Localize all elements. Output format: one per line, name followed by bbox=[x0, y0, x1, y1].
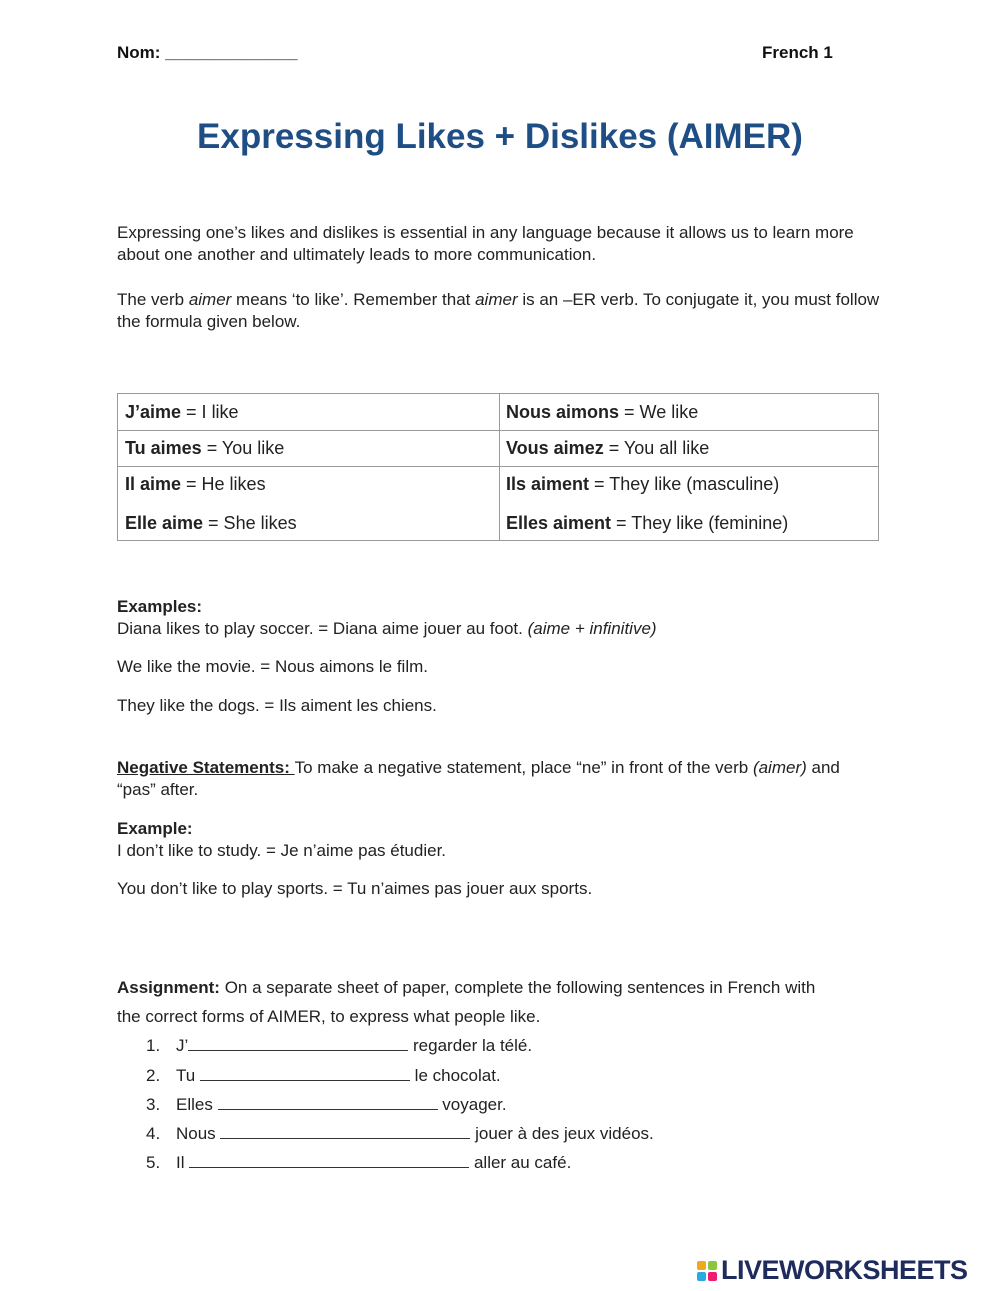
answer-blank[interactable] bbox=[188, 1036, 408, 1051]
logo-square bbox=[697, 1272, 706, 1281]
logo-icon bbox=[697, 1261, 717, 1281]
negative-example-line: I don’t like to study. = Je n’aime pas étudier. bbox=[117, 841, 447, 860]
sentence-item: J’ regarder la télé. bbox=[176, 1036, 533, 1055]
assignment-heading: Assignment: bbox=[117, 978, 220, 997]
conjugation-cell: Il aime = He likes bbox=[125, 474, 266, 494]
page-title: Expressing Likes + Dislikes (AIMER) bbox=[197, 117, 803, 156]
intro-paragraph: Expressing one’s likes and dislikes is essential in any language because it allows us to learn more about one another and ultimately leads to more communication. bbox=[117, 223, 854, 264]
sentence-item: Nous jouer à des jeux vidéos. bbox=[176, 1124, 654, 1143]
conjugation-cell: Elle aime = She likes bbox=[125, 513, 297, 533]
name-field-label: Nom: ______________ bbox=[117, 43, 298, 62]
conjugation-cell: J’aime = I like bbox=[125, 402, 239, 422]
answer-blank[interactable] bbox=[200, 1066, 410, 1081]
negative-heading: Negative Statements: bbox=[117, 758, 295, 777]
liveworksheets-logo bbox=[697, 1255, 968, 1286]
sentence-item: Elles voyager. bbox=[176, 1095, 507, 1114]
table-divider bbox=[118, 466, 878, 467]
example-line: Diana likes to play soccer. = Diana aime jouer au foot. (aime + infinitive) bbox=[117, 619, 657, 638]
list-number: 2. bbox=[146, 1066, 161, 1085]
conjugation-cell: Tu aimes = You like bbox=[125, 438, 285, 458]
conjugation-cell: Nous aimons = We like bbox=[506, 402, 699, 422]
logo-square bbox=[708, 1261, 717, 1270]
logo-square bbox=[708, 1272, 717, 1281]
conjugation-cell: Ils aiment = They like (masculine) bbox=[506, 474, 780, 494]
assignment-paragraph-cont: the correct forms of AIMER, to express what people like. bbox=[117, 1007, 541, 1026]
sentence-item: Tu le chocolat. bbox=[176, 1066, 501, 1085]
negative-example-heading: Example: bbox=[117, 819, 193, 838]
conjugation-table bbox=[117, 393, 879, 541]
table-divider bbox=[499, 394, 500, 540]
verb-paragraph: The verb aimer means ‘to like’. Remember that aimer is an –ER verb. To conjugate it, you must follow the formula given below. bbox=[117, 290, 880, 331]
negative-paragraph: Negative Statements: To make a negative statement, place “ne” in front of the verb (aimer) and bbox=[117, 758, 840, 777]
example-line: We like the movie. = Nous aimons le film. bbox=[117, 657, 428, 676]
list-number: 1. bbox=[146, 1036, 161, 1055]
example-line: They like the dogs. = Ils aiment les chiens. bbox=[117, 696, 437, 715]
answer-blank[interactable] bbox=[189, 1153, 469, 1168]
conjugation-cell: Elles aiment = They like (feminine) bbox=[506, 513, 789, 533]
list-number: 4. bbox=[146, 1124, 161, 1143]
answer-blank[interactable] bbox=[220, 1124, 470, 1139]
conjugation-cell: Vous aimez = You all like bbox=[506, 438, 710, 458]
table-divider bbox=[118, 430, 878, 431]
assignment-paragraph: Assignment: On a separate sheet of paper, complete the following sentences in French with bbox=[117, 978, 816, 997]
examples-heading: Examples: bbox=[117, 597, 203, 616]
list-number: 3. bbox=[146, 1095, 161, 1114]
class-label: French 1 bbox=[762, 43, 833, 62]
negative-example-line: You don’t like to play sports. = Tu n’aimes pas jouer aux sports. bbox=[117, 879, 593, 898]
list-number: 5. bbox=[146, 1153, 161, 1172]
negative-paragraph-cont: “pas” after. bbox=[117, 780, 199, 799]
logo-square bbox=[697, 1261, 706, 1270]
sentence-item: Il aller au café. bbox=[176, 1153, 572, 1172]
answer-blank[interactable] bbox=[218, 1095, 438, 1110]
logo-text: LIVEWORKSHEETS bbox=[721, 1255, 968, 1285]
